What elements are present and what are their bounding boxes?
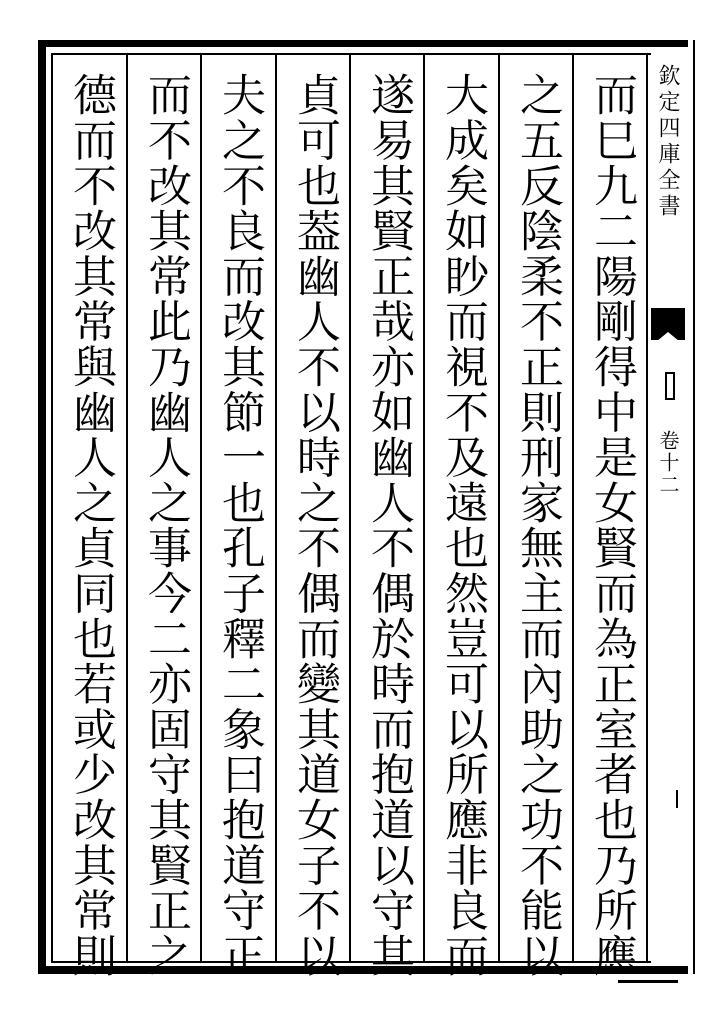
fish-tail-notch (651, 332, 685, 346)
text-column-5 (279, 72, 349, 978)
column-rule (275, 53, 277, 963)
column-text: 之五反陰柔不正則刑家無主而內助之功不能以 (512, 72, 563, 978)
column-text: 德而不改其常與幽人之貞同也若或少改其常則 (65, 72, 116, 978)
text-column-2 (502, 72, 572, 978)
column-rule (423, 53, 425, 963)
column-text: 遂易其賢正哉亦如幽人不偶於時而抱道以守其 (363, 72, 414, 978)
text-column-7 (130, 72, 200, 978)
text-column-3 (427, 72, 497, 978)
page-edge-right (693, 40, 695, 974)
column-rule (349, 53, 351, 963)
column-text: 夫之不良而改其節一也孔子釋二象曰抱道守正 (214, 72, 265, 978)
column-text: 而巳九二陽剛得中是女賢而為正室者也乃所應 (586, 72, 637, 978)
column-rule (498, 53, 500, 963)
column-rule (200, 53, 202, 963)
margin-book-title: 欽定四庫全書 (655, 64, 680, 220)
page-footer-rule (618, 980, 678, 995)
text-column-4 (353, 72, 423, 978)
margin-mark (665, 372, 675, 400)
column-rule (646, 53, 648, 963)
text-column-8 (55, 72, 125, 978)
column-text: 大成矣如眇而視不及遠也然豈可以所應非良而 (437, 72, 488, 978)
column-rule (126, 53, 128, 963)
text-column-1 (576, 72, 646, 978)
column-text: 而不改其常此乃幽人之事今二亦固守其賢正之 (140, 72, 191, 978)
column-text: 貞可也葢幽人不以時之不偶而變其道女子不以 (289, 72, 340, 978)
margin-volume-label: 卷十二 (656, 430, 680, 496)
column-rule (572, 53, 574, 963)
margin-tick (676, 790, 686, 808)
text-column-6 (204, 72, 274, 978)
